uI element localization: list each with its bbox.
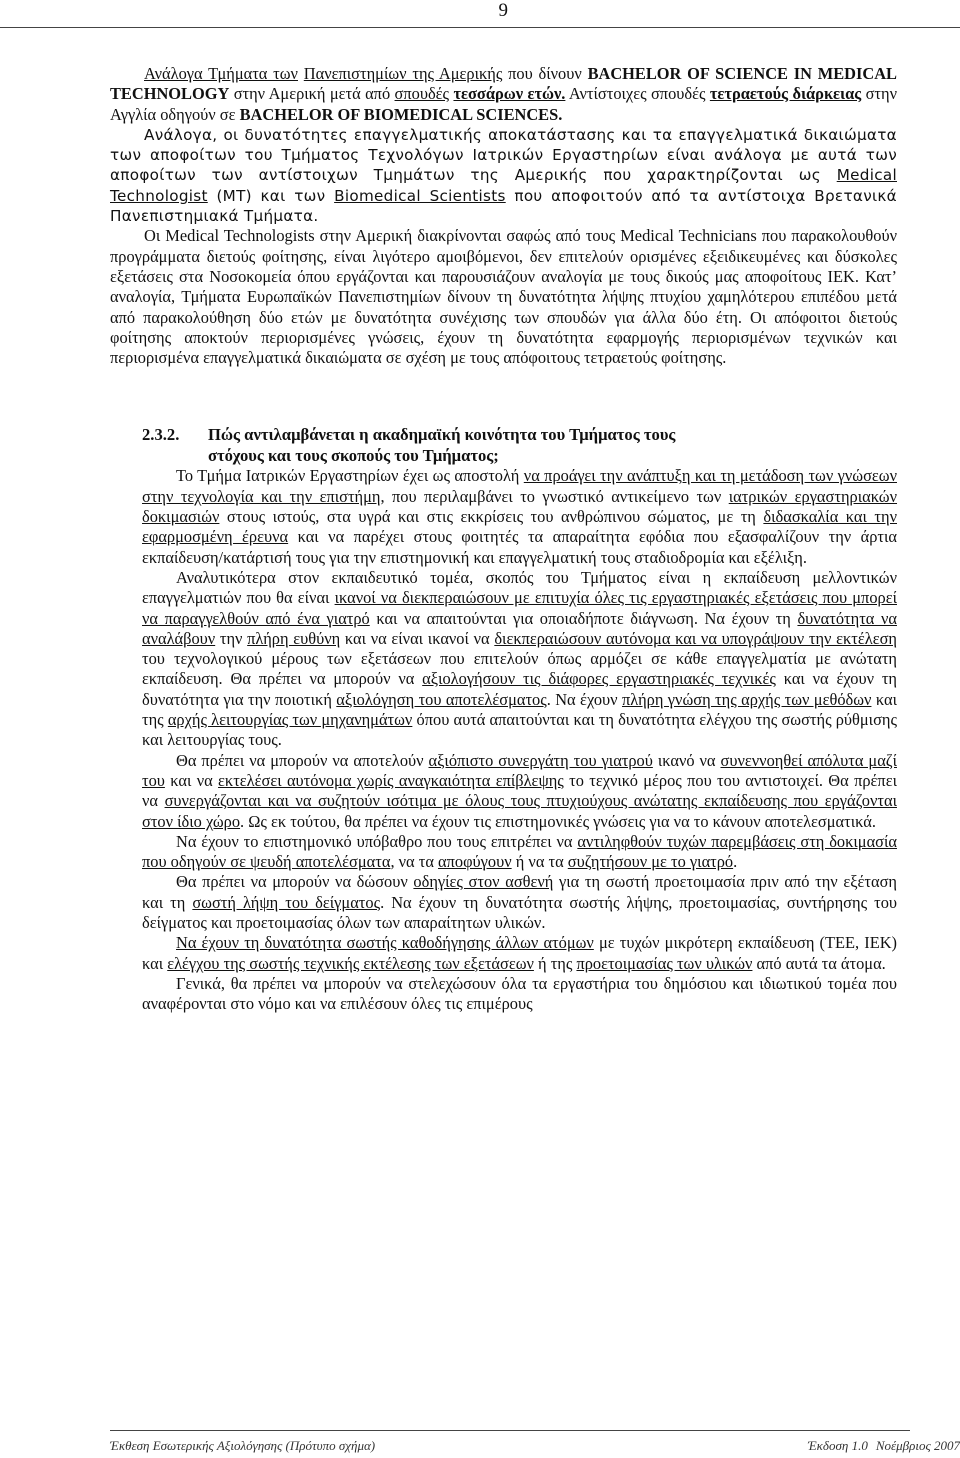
- text-span: ικανοί να διεκπεραιώσουν με επιτυχία όλες τις εργαστηριακές εξετάσεις που μπορεί να παραγγελθούν από ένα γιατρό: [142, 588, 897, 628]
- section-heading: [110, 424, 897, 466]
- text-span: στους ιστούς, στα υγρά και στις εκκρίσεις του ανθρώπινου σώματος, με τη: [219, 507, 764, 527]
- text-span: Να έχουν το επιστημονικό υπόβαθρο που τους επιτρέπει να: [176, 831, 578, 851]
- text-span: που αποφοιτούν από τα αντίστοιχα Βρετανικά Πανεπιστημιακά Τμήματα.: [110, 186, 897, 226]
- text-span: διδασκαλία και την εφαρμοσμένη έρευνα: [142, 507, 897, 547]
- text-span: Να έχουν τη δυνατότητα σωστής καθοδήγησης άλλων ατόμων: [176, 933, 594, 953]
- text-span: BACHELOR OF BIOMEDICAL SCIENCES.: [239, 104, 563, 124]
- text-span: εκτελέσει αυτόνομα χωρίς αναγκαιότητα επίβλεψης: [218, 770, 564, 790]
- text-span: όπου αυτά απαιτούνται και τη δυνατότητα ελέγχου της σωστής ρύθμισης και λειτουργίας τους.: [142, 710, 897, 750]
- text-span: από αυτά τα άτομα.: [752, 953, 886, 973]
- text-span: και να είναι ικανοί να: [340, 628, 495, 648]
- text-span: την: [215, 628, 248, 648]
- paragraph-doctor-collaboration: [142, 751, 897, 832]
- text-span: στην Αγγλία οδηγούν σε: [110, 84, 897, 124]
- text-span: τετραετούς διάρκειας: [709, 84, 862, 104]
- text-span: . Να έχουν: [546, 689, 622, 709]
- paragraph-scientific-background: [142, 832, 897, 873]
- text-span: Αντίστοιχες σπουδές: [565, 84, 710, 104]
- section-title-line1: Πώς αντιλαμβάνεται η ακαδημαϊκή κοινότητα του Τμήματος τους: [208, 425, 676, 445]
- text-span: και να έχουν τη δυνατότητα για την ποιοτική: [142, 669, 898, 709]
- footer-rule: [110, 1430, 910, 1431]
- text-span: στην Αμερική μετά από: [229, 84, 395, 104]
- text-span: ή της: [533, 953, 577, 973]
- text-span: ιατρικών εργαστηριακών δοκιμασιών: [142, 486, 898, 527]
- paragraph-patient-instructions: [142, 872, 897, 933]
- text-span: , να τα: [390, 852, 439, 872]
- text-span: Ανάλογα Τμήματα των: [144, 64, 298, 83]
- text-span: συνεργάζονται και να συζητούν ισότιμα με όλους τους πτυχιούχους ανώτατης εκπαίδευσης που εργάζονται στον ίδιο χώρο: [142, 791, 897, 831]
- text-span: συζητήσουν με το γιατρό: [567, 852, 734, 872]
- section-body: [142, 466, 897, 1014]
- text-span: προετοιμασίας των υλικών: [576, 953, 753, 973]
- text-span: ή να τα: [511, 852, 568, 872]
- text-span: . Να έχουν τη δυνατότητα σωστής λήψης, προετοιμασίας, συντήρησης του δείγματος και προετοιμασίας όλων των απαραίτητων υλικών.: [142, 892, 898, 932]
- text-span: συνεννοηθεί απόλυτα μαζί του: [142, 750, 897, 790]
- text-span: και να απαιτούνται για οποιαδήποτε διάγνωση. Να έχουν τη: [369, 608, 798, 628]
- text-span: και να παρέχει στους φοιτητές τα απαραίτητα εφόδια που εξασφαλίζουν την άρτια εκπαίδευση/κατάρτισή τους για την επιστημονική και επαγγελματική τους σταδιοδρομία και εξέλιξη.: [142, 527, 897, 567]
- text-span: Πανεπιστημίων της Αμερικής: [303, 64, 503, 83]
- text-span: να προάγει την ανάπτυξη και τη μετάδοση των γνώσεων στην τεχνολογία και την επιστήμη: [142, 466, 897, 506]
- paragraph-graduates-rights: [110, 125, 897, 226]
- text-span: (MT) και των: [207, 186, 335, 205]
- text-span: αντιληφθούν τυχών παρεμβάσεις στη δοκιμασία που οδηγούν σε ψευδή αποτελέσματα: [142, 831, 898, 872]
- text-span: .: [733, 852, 738, 872]
- text-span: τεσσάρων ετών.: [453, 84, 566, 104]
- text-span: ικανό να: [652, 750, 721, 770]
- paragraph-mission: [142, 466, 897, 567]
- text-span: , που περιλαμβάνει το γνωστικό αντικείμενο των: [380, 486, 729, 506]
- text-span: που δίνουν: [502, 64, 588, 83]
- text-span: με τυχών μικρότερη εκπαίδευση (ΤΕΕ, ΙΕΚ) και: [142, 933, 898, 973]
- page-footer: [110, 1438, 960, 1454]
- text-span: Θα πρέπει να μπορούν να δώσουν: [176, 872, 414, 892]
- text-span: πλήρη γνώση της αρχής των μεθόδων: [621, 689, 872, 709]
- section-number: 2.3.2.: [142, 425, 180, 445]
- text-span: οδηγίες στον ασθενή: [413, 872, 554, 892]
- document-body: [110, 64, 897, 1014]
- paragraph-education-goals: [142, 568, 897, 751]
- text-span: διεκπεραιώσουν αυτόνομα και να υπογράψουν την εκτέλεση: [494, 628, 898, 648]
- text-span: για τη σωστή προετοιμασία πριν από την εξέταση και τη: [142, 872, 897, 912]
- text-span: αξιολόγηση του αποτελέσματος: [336, 689, 547, 709]
- text-span: το τεχνικό μέρος που του αντιστοιχεί. Θα πρέπει να: [142, 770, 897, 811]
- text-span: αποφύγουν: [438, 852, 512, 872]
- text-span: BACHELOR OF SCIENCE IN MEDICAL TECHNOLOGY: [110, 64, 897, 104]
- text-span: πλήρη ευθύνη: [247, 628, 341, 648]
- page-number: 9: [498, 0, 508, 21]
- text-span: Θα πρέπει να μπορούν να αποτελούν: [176, 750, 429, 770]
- text-span: δυνατότητα να αναλάβουν: [142, 608, 897, 648]
- text-span: αρχής λειτουργίας των μηχανημάτων: [167, 710, 413, 730]
- paragraph-general: Γενικά, θα πρέπει να μπορούν να στελεχώσουν όλα τα εργαστήρια του δημόσιου και ιδιωτικού τομέα που αναφέρονται στο νόμο και να επιλέσουν όλες τις επιμέρους: [142, 973, 897, 1014]
- footer-document-title: Έκθεση Εσωτερικής Αξιολόγησης (Πρότυπο σχήμα): [110, 1438, 376, 1453]
- text-span: αξιολογήσουν τις διάφορες εργαστηριακές τεχνικές: [422, 669, 776, 689]
- text-span: και της: [142, 689, 897, 730]
- header-rule: [0, 27, 960, 28]
- text-span: Biomedical Scientists: [334, 186, 506, 205]
- text-span: και να: [164, 770, 219, 790]
- paragraph-bachelor: [110, 64, 897, 125]
- text-span: του τεχνολογικού μέρους των εξετάσεων που επιτελούν όπως αρμόζει σε κάθε επαγγελματία με ανώτατη εκπαίδευση. Θα πρέπει να μπορούν να: [142, 649, 897, 689]
- text-span: . Ως εκ τούτου, θα πρέπει να έχουν τις επιστημονικές γνώσεις για να το κάνουν αποτελεσματικά.: [240, 811, 876, 831]
- footer-version-info: [800, 1438, 960, 1454]
- text-span: σωστή λήψη του δείγματος: [192, 892, 381, 912]
- text-span: Ανάλογα, οι δυνατότητες επαγγελματικής αποκατάστασης και τα επαγγελματικά δικαιώματα των αποφοίτων του Τμήματος Τεχνολόγων Ιατρικών Εργαστηρίων είναι ανάλογα με αυτά των αποφοίτων των αντίστοιχων Τμημάτων της Αμερικής που χαρακτηρίζονται ως: [110, 125, 897, 185]
- paragraph-medical-technologists: Οι Medical Technologists στην Αμερική διακρίνονται σαφώς από τους Medical Technicians που παρακολουθούν προγράμματα διετούς φοίτησης, είναι λιγότερο αμοιβόμενοι, δεν επιτελούν ορισμένες εξειδικευμένες και δύσκολες εξετάσεις στα Νοσοκομεία όπου εργάζονται και παρουσιάζουν αναλογία με τους δικούς μας αποφοίτους ΙΕΚ. Κατ’ αναλογία, Τμήματα Ευρωπαϊκών Πανεπιστημίων δίνουν τη δυνατότητα λήψης πτυχίου χαμηλότερου επιπέδου μετά από παρακολούθηση δύο ετών με δυνατότητα συνέχισης των σπουδών για άλλα δύο έτη. Οι απόφοιτοι διετούς φοίτησης αποκτούν περιορισμένες γνώσεις, έχουν τη δυνατότητα εφαρμογής περιορισμένων τεχνικών και περιορισμένα επαγγελματικά δικαιώματα σε σχέση με τους απόφοιτους τετραετούς φοίτησης.: [110, 226, 897, 368]
- text-span: αξιόπιστο συνεργάτη του γιατρού: [428, 750, 653, 770]
- text-span: ελέγχου της σωστής τεχνικής εκτέλεσης των εξετάσεων: [167, 953, 534, 973]
- paragraph-supervision: [142, 933, 897, 974]
- footer-edition: Έκδοση 1.0: [807, 1438, 868, 1453]
- text-span: Αναλυτικότερα στον εκπαιδευτικό τομέα, σκοπός του Τμήματος είναι η εκπαίδευση μελλοντικών επαγγελματιών που θα είναι: [142, 567, 897, 608]
- text-span: σπουδές: [394, 84, 450, 104]
- footer-date: Νοέμβριος 2007: [875, 1438, 960, 1453]
- section-title-line2: στόχους και τους σκοπούς του Τμήματος;: [208, 446, 499, 466]
- text-span: Το Τμήμα Ιατρικών Εργαστηρίων έχει ως αποστολή: [176, 466, 524, 486]
- text-span: Medical Technologist: [110, 166, 897, 205]
